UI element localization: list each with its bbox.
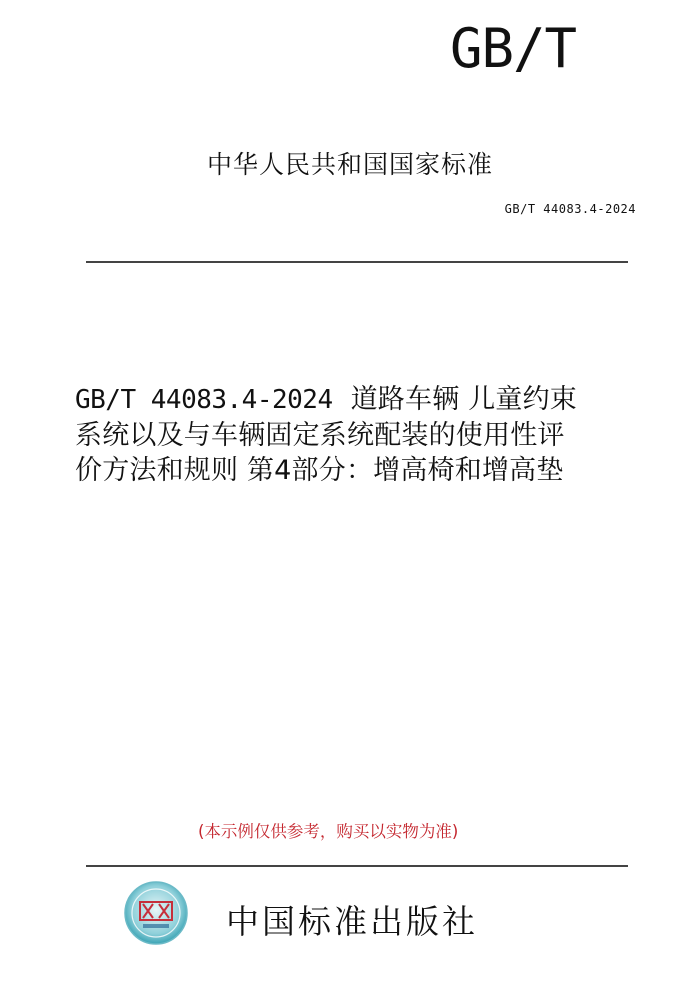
title-line-3: 价方法和规则 第4部分：增高椅和增高垫 xyxy=(75,455,564,486)
document-title xyxy=(75,382,625,488)
title-line-1-text: 道路车辆 儿童约束 xyxy=(350,384,577,415)
national-standard-title: 中华人民共和国国家标准 xyxy=(206,150,493,179)
publisher-name: 中国标准出版社 xyxy=(226,902,478,941)
title-code: GB/T 44083.4-2024 xyxy=(75,385,333,415)
title-line-2: 系统以及与车辆固定系统配装的使用性评 xyxy=(75,420,565,451)
category-mark: GB/T xyxy=(450,17,577,80)
top-divider xyxy=(86,261,628,263)
publisher-seal-icon xyxy=(123,880,189,946)
title-line-1 xyxy=(75,382,625,418)
sample-notice: (本示例仅供参考，购买以实物为准) xyxy=(198,822,459,841)
bottom-divider xyxy=(86,865,628,867)
standard-code: GB/T 44083.4-2024 xyxy=(504,202,636,216)
